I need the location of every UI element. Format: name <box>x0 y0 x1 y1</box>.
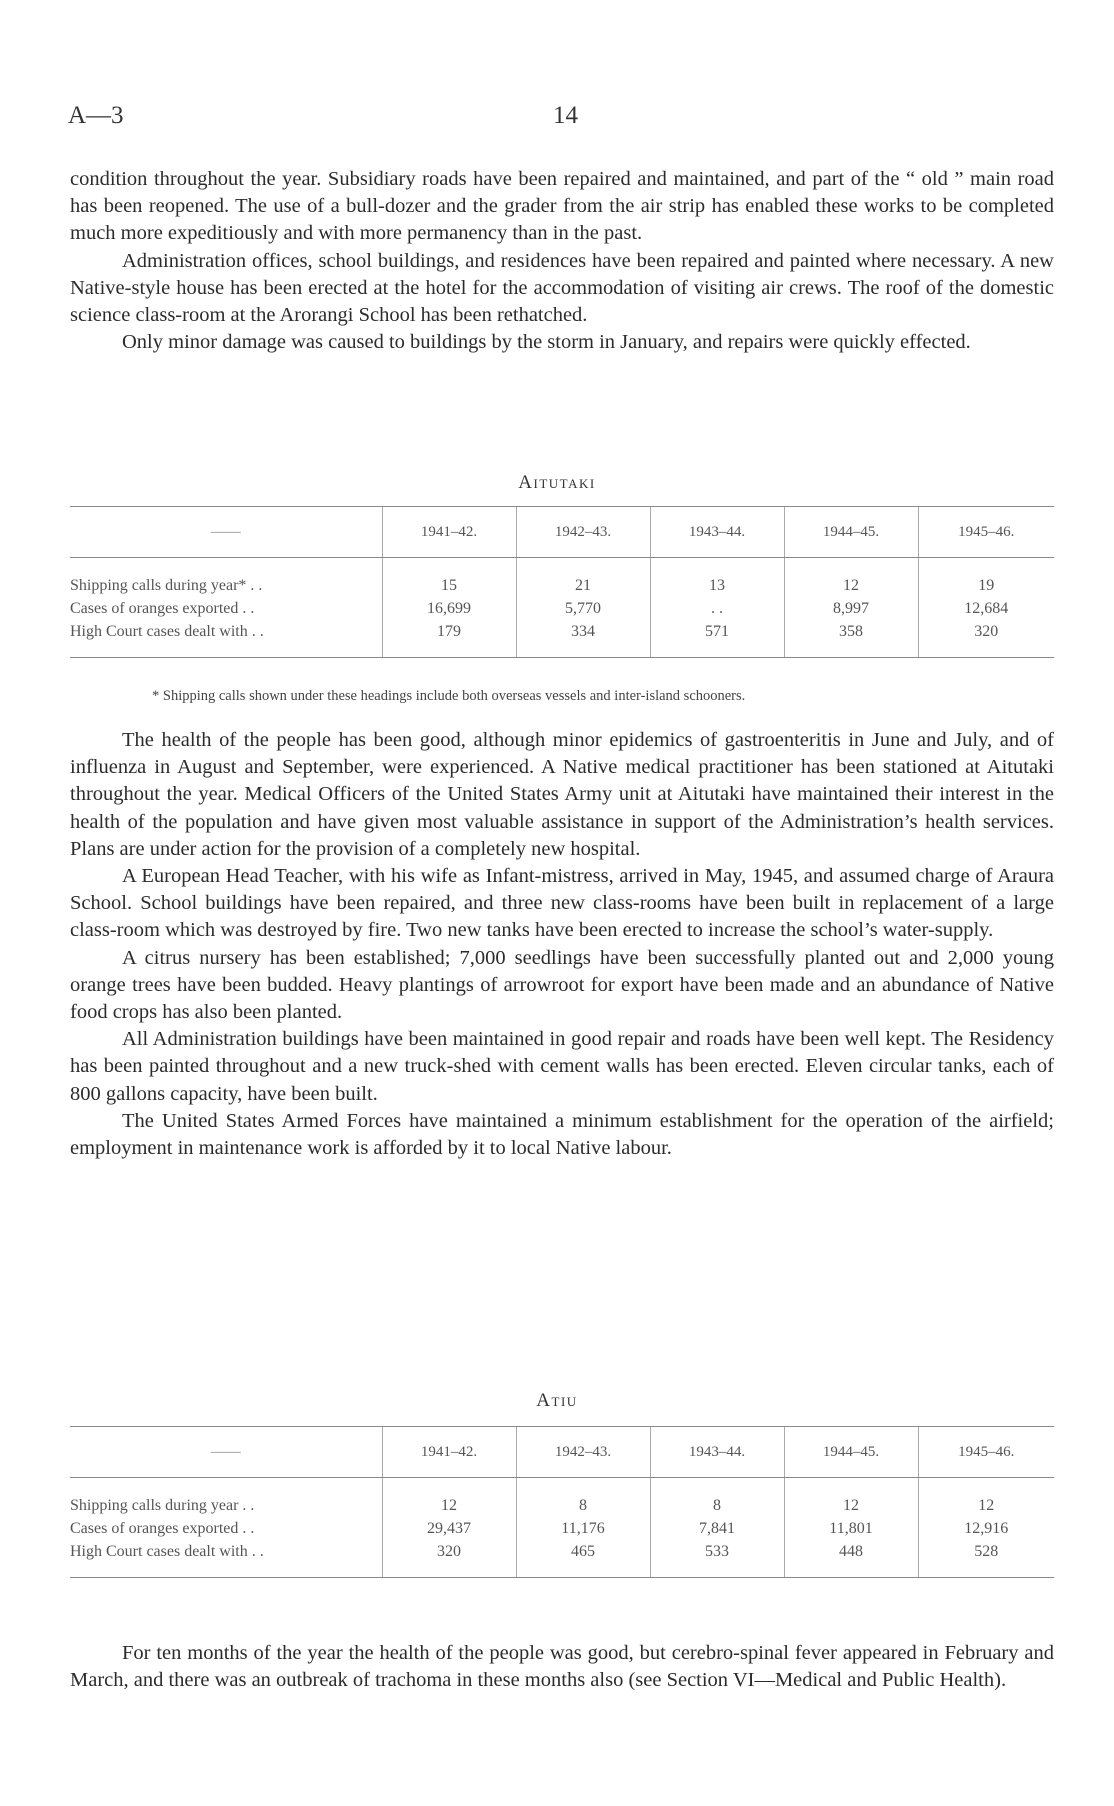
paragraph: Administration offices, school buildings, and residences have been repaired and painted where necessary. A new Native-style house has been erected at the hotel for the accommodation of visiting air crews. The roof of the domestic science class-room at the Arorangi School has been rethatched. <box>70 249 1054 327</box>
page-header <box>68 102 1058 132</box>
column-header: 1945–46. <box>918 1427 1054 1478</box>
table-cell: 571 <box>650 620 784 658</box>
intro-text <box>70 166 1054 356</box>
paragraph: A citrus nursery has been established; 7,000 seedlings have been successfully planted out and 2,000 young orange trees have been budded. Heavy plantings of arrowroot for export have been made and an abundance of Native food crops has also been planted. <box>70 946 1054 1024</box>
table-cell: 19 <box>918 558 1054 598</box>
column-header: 1944–45. <box>784 1427 918 1478</box>
table-cell: 16,699 <box>382 597 516 620</box>
atiu-heading: Atiu <box>536 1390 578 1411</box>
table-cell: 528 <box>918 1540 1054 1578</box>
paragraph: Only minor damage was caused to buildings by the storm in January, and repairs were quickly effected. <box>122 331 971 354</box>
column-header: 1941–42. <box>382 507 516 558</box>
table-cell: 12,916 <box>918 1517 1054 1540</box>
paragraph: The United States Armed Forces have maintained a minimum establishment for the operation of the airfield; employment in maintenance work is afforded by it to local Native labour. <box>70 1109 1054 1160</box>
table-cell: 465 <box>516 1540 650 1578</box>
column-header: 1941–42. <box>382 1427 516 1478</box>
table-cell: 11,801 <box>784 1517 918 1540</box>
table-cell: 7,841 <box>650 1517 784 1540</box>
aitutaki-heading: Aitutaki <box>518 472 596 493</box>
table-cell: 21 <box>516 558 650 598</box>
table-cell: 13 <box>650 558 784 598</box>
table-cell: 334 <box>516 620 650 658</box>
table-row <box>70 1517 1054 1540</box>
row-label: Shipping calls during year* . . <box>70 576 263 594</box>
table-cell: 12,684 <box>918 597 1054 620</box>
table-cell: 11,176 <box>516 1517 650 1540</box>
aitutaki-table <box>70 506 1054 658</box>
table-cell: 12 <box>784 1478 918 1518</box>
row-label: Cases of oranges exported . . <box>70 1519 255 1537</box>
atiu-text <box>70 1640 1054 1694</box>
table-cell: 8 <box>516 1478 650 1518</box>
table-cell: 12 <box>784 558 918 598</box>
table-cell: 5,770 <box>516 597 650 620</box>
table-header-row <box>70 507 1054 558</box>
table-row <box>70 620 1054 658</box>
atiu-table <box>70 1426 1054 1578</box>
column-header: 1943–44. <box>650 507 784 558</box>
table-footnote: * Shipping calls shown under these headings include both overseas vessels and inter-island schooners. <box>152 688 746 704</box>
column-header: 1942–43. <box>516 1427 650 1478</box>
table-cell: 29,437 <box>382 1517 516 1540</box>
table-cell: 8,997 <box>784 597 918 620</box>
paragraph: For ten months of the year the health of the people was good, but cerebro-spinal fever appeared in February and March, and there was an outbreak of trachoma in these months also (see Section VI—Medical and Public Health). <box>70 1642 1054 1692</box>
table-cell: . . <box>650 597 784 620</box>
column-header: 1943–44. <box>650 1427 784 1478</box>
table-row <box>70 558 1054 598</box>
row-label: High Court cases dealt with . . <box>70 620 382 658</box>
table-cell: 358 <box>784 620 918 658</box>
paragraph: A European Head Teacher, with his wife as Infant-mistress, arrived in May, 1945, and assumed charge of Araura School. School buildings have been repaired, and three new class-rooms have been built in replacement of a large class-room which was destroyed by fire. Two new tanks have been erected to increase the school’s water-supply. <box>70 865 1054 942</box>
table-row <box>70 1478 1054 1518</box>
row-label: Shipping calls during year . . <box>70 1496 255 1514</box>
table-cell: 179 <box>382 620 516 658</box>
page-number: 14 <box>553 102 578 129</box>
table-row <box>70 597 1054 620</box>
corner-cell: —— <box>70 1427 382 1478</box>
table-cell: 533 <box>650 1540 784 1578</box>
table-cell: 8 <box>650 1478 784 1518</box>
table-cell: 448 <box>784 1540 918 1578</box>
table-cell: 12 <box>382 1478 516 1518</box>
table-header-row <box>70 1427 1054 1478</box>
aitutaki-text <box>70 727 1054 1162</box>
row-label: Cases of oranges exported . . <box>70 599 255 617</box>
column-header: 1945–46. <box>918 507 1054 558</box>
paragraph: The health of the people has been good, although minor epidemics of gastroenteritis in June and July, and of influenza in August and September, were experienced. A Native medical practitioner has been stationed at Aitutaki throughout the year. Medical Officers of the United States Army unit at Aitutaki have maintained their interest in the health of the population and have given most valuable assistance in support of the Administration’s health services. Plans are under action for the provision of a completely new hospital. <box>70 729 1054 860</box>
table-cell: 320 <box>918 620 1054 658</box>
table-row <box>70 1540 1054 1578</box>
row-label: High Court cases dealt with . . <box>70 1540 382 1578</box>
table-cell: 12 <box>918 1478 1054 1518</box>
table-cell: 320 <box>382 1540 516 1578</box>
column-header: 1942–43. <box>516 507 650 558</box>
paragraph: All Administration buildings have been maintained in good repair and roads have been well kept. The Residency has been painted throughout and a new truck-shed with cement walls has been erected. Eleven circular tanks, each of 800 gallons capacity, have been built. <box>70 1028 1054 1105</box>
column-header: 1944–45. <box>784 507 918 558</box>
section-code: A—3 <box>68 102 124 129</box>
table-cell: 15 <box>382 558 516 598</box>
paragraph: condition throughout the year. Subsidiary roads have been repaired and maintained, and part of the “ old ” main road has been reopened. The use of a bull-dozer and the grader from the air strip has enabled these works to be completed much more expeditiously and with more permanency than in the past. <box>70 168 1054 245</box>
corner-cell: —— <box>70 507 382 558</box>
